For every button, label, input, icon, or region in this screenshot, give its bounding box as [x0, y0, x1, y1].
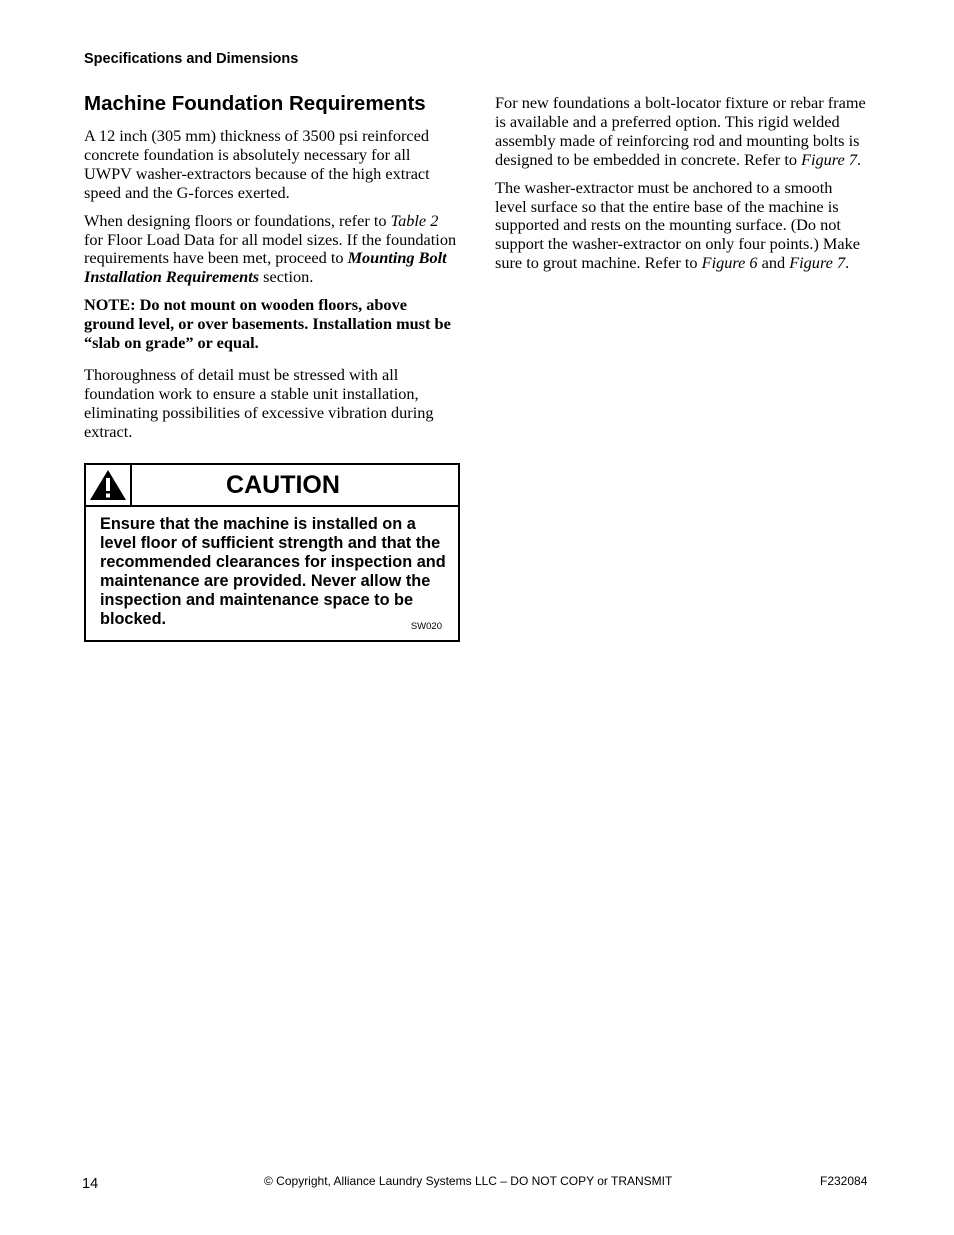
text-run: . — [856, 149, 862, 169]
running-header: Specifications and Dimensions — [84, 51, 299, 67]
paragraph-anchoring — [495, 179, 867, 274]
paragraph-floor-load — [84, 212, 460, 288]
mounting-bolt-section-reference[interactable]: Mounting Bolt Installation Requirements — [84, 248, 447, 287]
footer-copyright: © Copyright, Alliance Laundry Systems LLC – DO NOT COPY or TRANSMIT — [264, 1174, 673, 1188]
caution-header — [86, 465, 458, 507]
document-code: F232084 — [820, 1174, 868, 1188]
figure-7-reference[interactable]: Figure 7 — [801, 149, 857, 169]
paragraph-bolt-locator — [495, 94, 867, 170]
note-wooden-floors: NOTE: Do not mount on wooden floors, above ground level, or over basements. Installation must be “slab on grade” or equal. — [84, 295, 451, 353]
warning-cell — [86, 465, 132, 505]
text-run: for Floor Load Data for all model sizes. If the foundation requirements have been met, proceed to — [84, 229, 457, 268]
page-number: 14 — [82, 1176, 99, 1192]
text-run: When designing floors or foundations, refer to — [84, 210, 391, 230]
caution-text: Ensure that the machine is installed on a level floor of sufficient strength and that the recommended clearances for inspection and maintenance are provided. Never allow the inspection and maintenance space to be blocked. — [100, 515, 446, 628]
left-column — [84, 92, 460, 451]
text-run: . — [845, 253, 850, 273]
text-run: The washer-extractor must be anchored to a smooth level surface so that the entire base of the machine is supported and rests on the mounting surface. (Do not support the washer-extractor on only four points.) Make sure to grout machine. Refer to — [495, 177, 861, 273]
caution-box — [84, 463, 460, 642]
text-run: section. — [259, 267, 314, 287]
caution-code: SW020 — [410, 621, 442, 632]
paragraph-foundation-thickness: A 12 inch (305 mm) thickness of 3500 psi reinforced concrete foundation is absolutely necessary for all UWPV washer-extractors because of the high extract speed and the G-forces exerted. — [84, 126, 430, 202]
figure-6-reference[interactable]: Figure 6 — [701, 253, 758, 273]
warning-triangle-icon — [88, 468, 128, 502]
caution-title: CAUTION — [226, 471, 340, 499]
text-run: For new foundations a bolt-locator fixture or rebar frame is available and a preferred option. This rigid welded assembly made of reinforcing rod and mounting bolts is designed to be embedded in concrete. Refer to — [495, 93, 866, 169]
figure-7-reference[interactable]: Figure 7 — [789, 253, 846, 273]
table-2-reference[interactable]: Table 2 — [390, 210, 439, 230]
right-column — [495, 94, 867, 282]
paragraph-thoroughness: Thoroughness of detail must be stressed with all foundation work to ensure a stable unit installation, eliminating possibilities of excessive vibration during extract. — [84, 364, 434, 441]
section-heading: Machine Foundation Requirements — [84, 92, 426, 115]
text-run: and — [757, 253, 790, 273]
